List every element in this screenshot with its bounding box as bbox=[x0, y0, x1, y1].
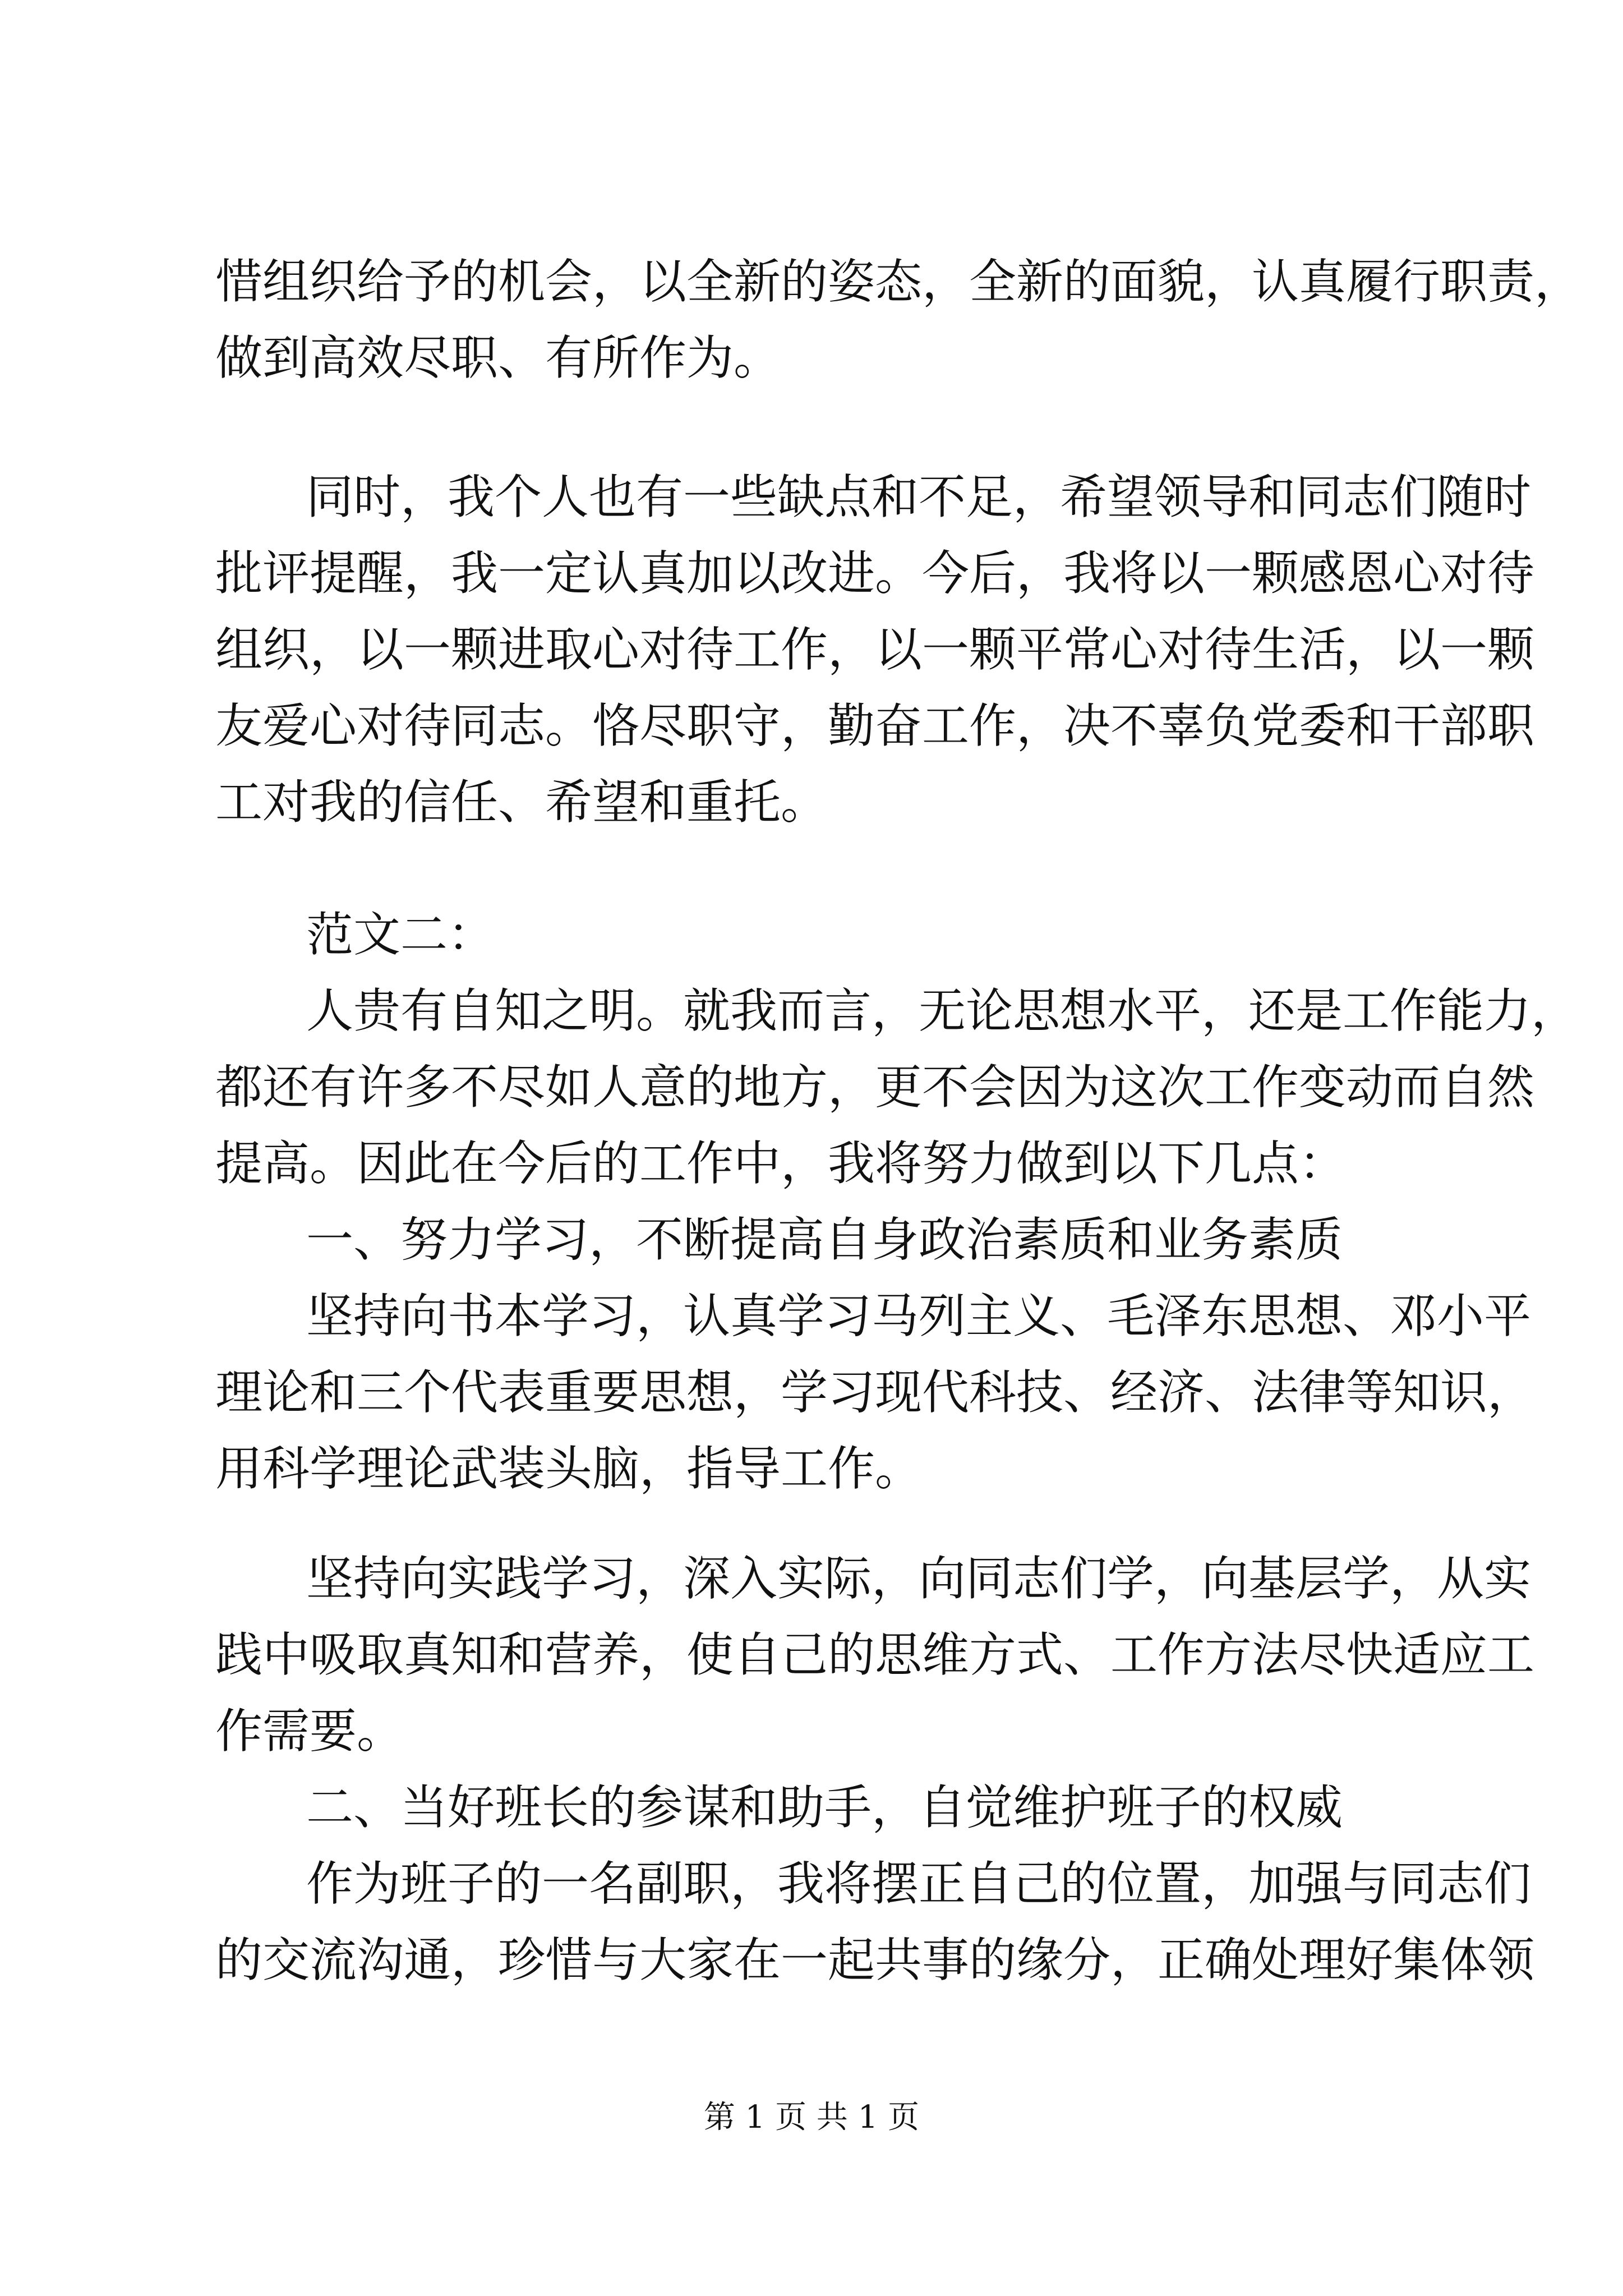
paragraph-line: 友爱心对待同志。恪尽职守，勤奋工作，决不辜负党委和干部职 bbox=[215, 698, 1535, 753]
paragraph-line: 理论和三个代表重要思想，学习现代科技、经济、法律等知识， bbox=[215, 1365, 1535, 1420]
subheading: 一、努力学习，不断提高自身政治素质和业务素质 bbox=[306, 1212, 1343, 1267]
section-heading: 范文二： bbox=[306, 907, 495, 962]
paragraph-line: 坚持向书本学习，认真学习马列主义、毛泽东思想、邓小平 bbox=[306, 1289, 1532, 1343]
subheading: 二、当好班长的参谋和助手，自觉维护班子的权威 bbox=[306, 1780, 1343, 1835]
paragraph-line: 同时，我个人也有一些缺点和不足，希望领导和同志们随时 bbox=[306, 470, 1532, 524]
paragraph-line: 批评提醒，我一定认真加以改进。今后，我将以一颗感恩心对待 bbox=[215, 546, 1535, 601]
paragraph-line: 做到高效尽职、有所作为。 bbox=[215, 330, 781, 385]
paragraph-line: 坚持向实践学习，深入实际，向同志们学，向基层学，从实 bbox=[306, 1551, 1532, 1606]
paragraph-line: 作为班子的一名副职，我将摆正自己的位置，加强与同志们 bbox=[306, 1856, 1532, 1911]
page-number-footer: 第 1 页 共 1 页 bbox=[703, 2099, 920, 2136]
paragraph-line: 践中吸取真知和营养，使自己的思维方式、工作方法尽快适应工 bbox=[215, 1627, 1535, 1682]
paragraph-line: 提高。因此在今后的工作中，我将努力做到以下几点： bbox=[215, 1136, 1347, 1191]
paragraph-line: 人贵有自知之明。就我而言，无论思想水平，还是工作能力， bbox=[306, 983, 1579, 1038]
paragraph-line: 的交流沟通，珍惜与大家在一起共事的缘分，正确处理好集体领 bbox=[215, 1932, 1535, 1987]
paragraph-line: 都还有许多不尽如人意的地方，更不会因为这次工作变动而自然 bbox=[215, 1060, 1535, 1115]
paragraph-line: 组织，以一颗进取心对待工作，以一颗平常心对待生活，以一颗 bbox=[215, 622, 1535, 677]
paragraph-line: 作需要。 bbox=[215, 1704, 404, 1759]
paragraph-line: 惜组织给予的机会，以全新的姿态，全新的面貌，认真履行职责， bbox=[215, 254, 1582, 309]
paragraph-line: 用科学理论武装头脑，指导工作。 bbox=[215, 1441, 923, 1496]
paragraph-line: 工对我的信任、希望和重托。 bbox=[215, 775, 828, 830]
